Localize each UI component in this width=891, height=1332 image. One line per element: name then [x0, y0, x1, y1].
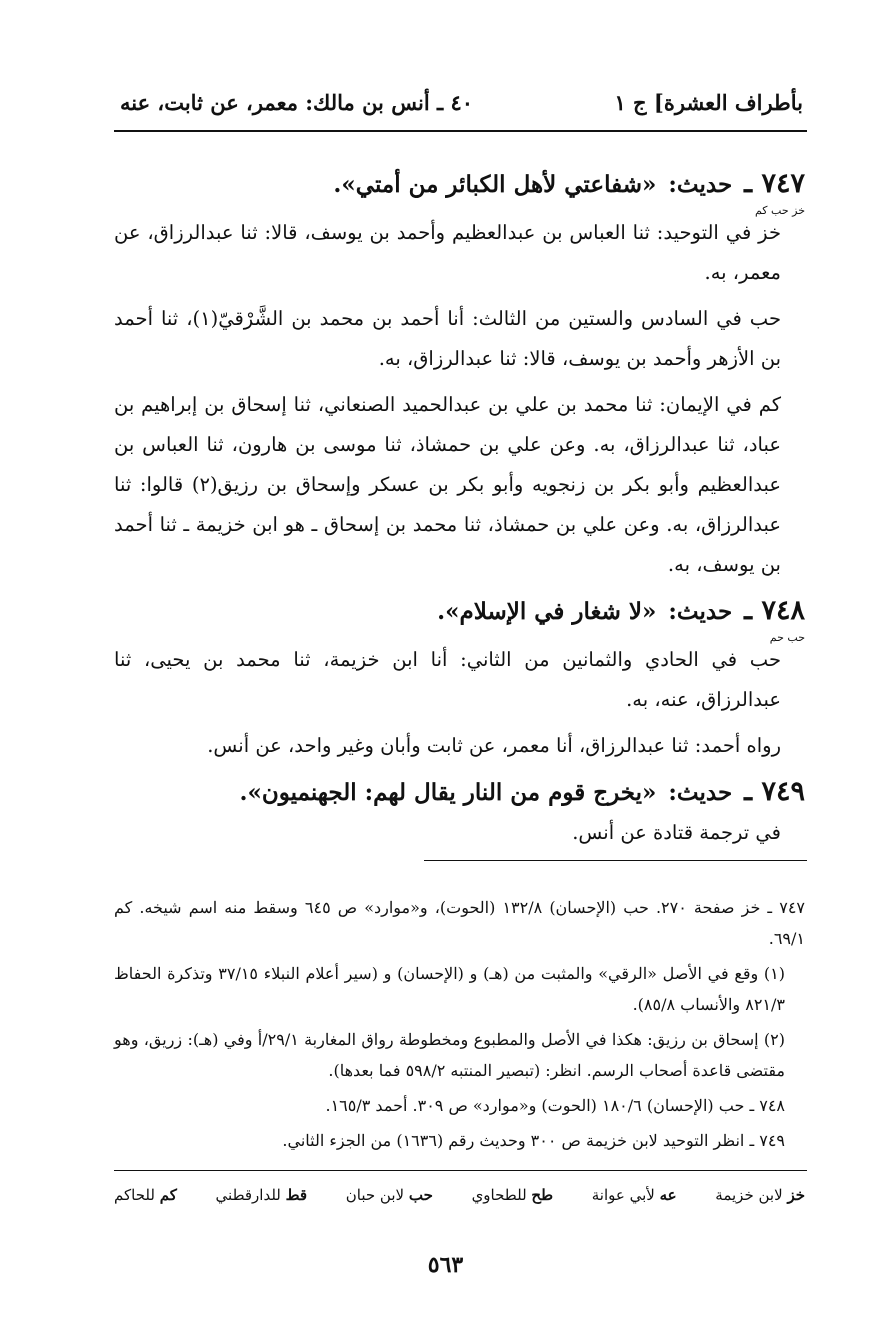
header-rule — [114, 130, 807, 132]
source-tags: حب حم — [769, 631, 805, 644]
hadith-entry-747 — [114, 164, 805, 585]
abbreviation-legend — [114, 1186, 805, 1204]
source-tags: خز حب كم — [754, 204, 805, 217]
page-number: ٥٦٣ — [427, 1252, 464, 1278]
hadith-text: «شفاعتي لأهل الكبائر من أمتي». — [333, 171, 657, 198]
entry-heading — [114, 164, 805, 205]
legend-item: حب لابن حبان — [345, 1186, 433, 1204]
entry-number: ٧٤٧ ـ — [744, 168, 805, 199]
entry-number: ٧٤٩ ـ — [744, 776, 805, 807]
footnote: ٧٤٩ ـ انظر التوحيد لابن خزيمة ص ٣٠٠ وحديث رقم (١٦٣٦) من الجزء الثاني. — [282, 1131, 785, 1150]
source-paragraph: خز في التوحيد: ثنا العباس بن عبدالعظيم وأحمد بن يوسف، قالا: ثنا عبدالرزاق، عن معمر، به. — [114, 221, 781, 284]
header-book-title: بأطراف العشرة] ج ١ — [614, 89, 803, 115]
legend-rule — [114, 1170, 807, 1171]
hadith-entry-748 — [114, 591, 805, 766]
legend-item: طح للطحاوي — [471, 1186, 554, 1204]
entry-heading — [114, 591, 805, 632]
source-paragraph: في ترجمة قتادة عن أنس. — [572, 821, 781, 844]
entry-label: حديث: — [668, 598, 733, 625]
legend-item: خز لابن خزيمة — [715, 1186, 805, 1204]
footnote: ٧٤٧ ـ خز صفحة ٢٧٠. حب (الإحسان) ١٣٢/٨ (الحوت)، و«موارد» ص ٦٤٥ وسقط منه اسم شيخه. كم ٦٩/١. — [114, 898, 805, 948]
legend-item: عه لأبي عوانة — [591, 1186, 677, 1204]
source-paragraph: رواه أحمد: ثنا عبدالرزاق، أنا معمر، عن ثابت وأبان وغير واحد، عن أنس. — [207, 734, 781, 757]
main-text — [114, 160, 805, 859]
running-header — [120, 82, 803, 122]
hadith-text: «لا شغار في الإسلام». — [437, 598, 657, 625]
source-paragraph: حب في السادس والستين من الثالث: أنا أحمد بن محمد بن الشَّرْقيّ(١)، ثنا أحمد بن الأزهر وأحمد بن يوسف، قالا: ثنا عبدالرزاق، به. — [114, 307, 781, 370]
hadith-text: «يخرج قوم من النار يقال لهم: الجهنميون». — [239, 779, 657, 806]
source-paragraph: حب في الحادي والثمانين من الثاني: أنا ابن خزيمة، ثنا محمد بن يحيى، ثنا عبدالرزاق، عنه، به. — [114, 648, 781, 711]
footnote: (٢) إسحاق بن رزيق: هكذا في الأصل والمطبوع ومخطوطة رواق المغاربة ٢٩/١/أ وفي (هـ): زريق، وهو مقتضى قاعدة أصحاب الرسم. انظر: (تبصير المنتبه ٥٩٨/٢ فما بعدها). — [114, 1030, 785, 1080]
legend-item: قط للدارقطني — [215, 1186, 308, 1204]
entry-label: حديث: — [668, 779, 733, 806]
entry-heading — [114, 772, 805, 813]
legend-item: كم للحاكم — [114, 1186, 177, 1204]
entry-number: ٧٤٨ ـ — [744, 595, 805, 626]
footnote-rule — [424, 860, 807, 861]
footnotes — [114, 892, 805, 1160]
header-chapter-title: ٤٠ ـ أنس بن مالك: معمر، عن ثابت، عنه — [120, 89, 473, 115]
source-paragraph: كم في الإيمان: ثنا محمد بن علي بن عبدالحميد الصنعاني، ثنا إسحاق بن إبراهيم بن عباد، ثنا عبدالرزاق، به. وعن علي بن حمشاذ، ثنا موسى بن هارون، ثنا العباس بن عبدالعظيم وأبو بكر بن زنجويه وأبو بكر بن عسكر وإسحاق بن رزيق(٢) قالوا: ثنا عبدالرزاق، به. وعن علي بن حمشاذ، ثنا محمد بن إسحاق ـ هو ابن خزيمة ـ ثنا أحمد بن يوسف، به. — [114, 393, 781, 576]
footnote: ٧٤٨ ـ حب (الإحسان) ١٨٠/٦ (الحوت) و«موارد» ص ٣٠٩. أحمد ١٦٥/٣. — [325, 1096, 785, 1115]
entry-label: حديث: — [668, 171, 733, 198]
footnote: (١) وقع في الأصل «الرقي» والمثبت من (هـ) و (الإحسان) و (سير أعلام النبلاء ٣٧/١٥ وتذكرة الحفاظ ٨٢١/٣ والأنساب ٨٥/٨). — [114, 964, 786, 1014]
hadith-entry-749 — [114, 772, 805, 853]
